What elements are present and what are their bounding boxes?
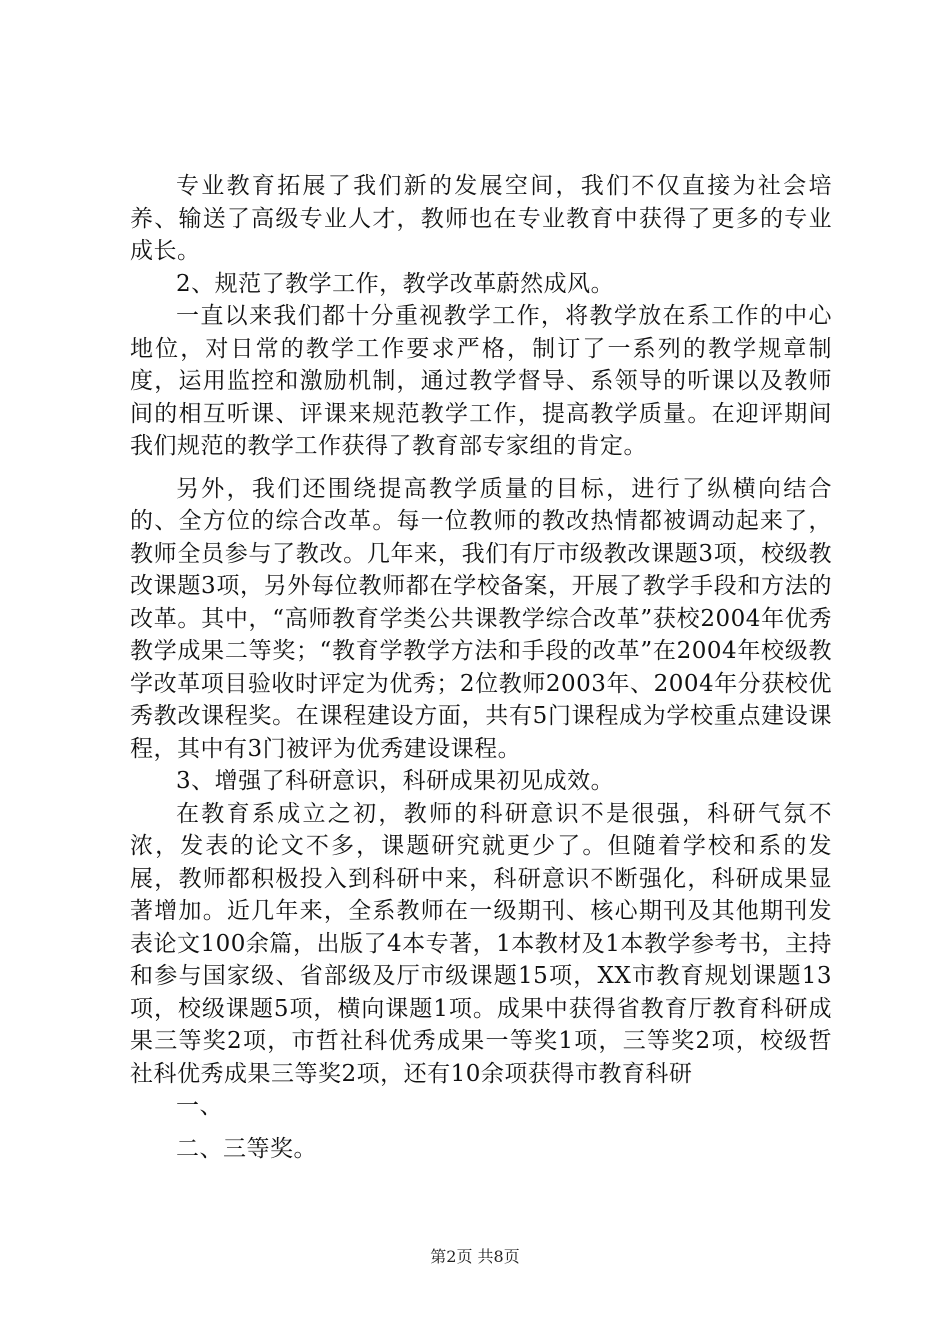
list-item-two: 二、三等奖。 — [176, 1135, 317, 1162]
section-heading-teaching: 2、规范了教学工作，教学改革蔚然成风。 — [176, 270, 615, 297]
paragraph-teaching-work: 一直以来我们都十分重视教学工作，将教学放在系工作的中心地位，对日常的教学工作要求严格，制订了一系列的教学规章制度，运用监控和激励机制，通过教学督导、系领导的听课以及教师间的相互听课、评课来规范教学工作，提高教学质量。在迎评期间我们规范的教学工作获得了教育部专家组的肯定。 — [130, 303, 832, 459]
paragraph-teaching-reform: 另外，我们还围绕提高教学质量的目标，进行了纵横向结合的、全方位的综合改革。每一位教师的教改热情都被调动起来了，教师全员参与了教改。几年来，我们有厅市级教改课题3项，校级教改课题3项，另外每位教师都在学校备案，开展了教学手段和方法的改革。其中，“高师教育学类公共课教学综合改革”获校2004年优秀教学成果二等奖；“教育学教学方法和手段的改革”在2004年校级教学改革项目验收时评定为优秀；2位教师2003年、2004年分获校优秀教改课程奖。在课程建设方面，共有5门课程成为学校重点建设课程，其中有3门被评为优秀建设课程。 — [130, 475, 832, 762]
document-body — [130, 170, 832, 1165]
section-heading-research: 3、增强了科研意识，科研成果初见成效。 — [176, 768, 615, 794]
page-number-footer: 第2页 共8页 — [430, 1247, 520, 1266]
list-item-one: 一、 — [176, 1093, 223, 1119]
paragraph-research-results: 在教育系成立之初，教师的科研意识不是很强，科研气氛不浓，发表的论文不多，课题研究就更少了。但随着学校和系的发展，教师都积极投入到科研中来，科研意识不断强化，科研成果显著增加。近几年来，全系教师在一级期刊、核心期刊及其他期刊发表论文100余篇，出版了4本专著，1本教材及1本教学参考书，主持和参与国家级、省部级及厅市级课题15项，XX市教育规划课题13项，校级课题5项，横向课题1项。成果中获得省教育厅教育科研成果三等奖2项，市哲社科优秀成果一等奖1项，三等奖2项，校级哲社科优秀成果三等奖2项，还有10余项获得市教育科研 — [130, 800, 832, 1087]
paragraph-professional-education: 专业教育拓展了我们新的发展空间，我们不仅直接为社会培养、输送了高级专业人才，教师也在专业教育中获得了更多的专业成长。 — [130, 173, 832, 264]
